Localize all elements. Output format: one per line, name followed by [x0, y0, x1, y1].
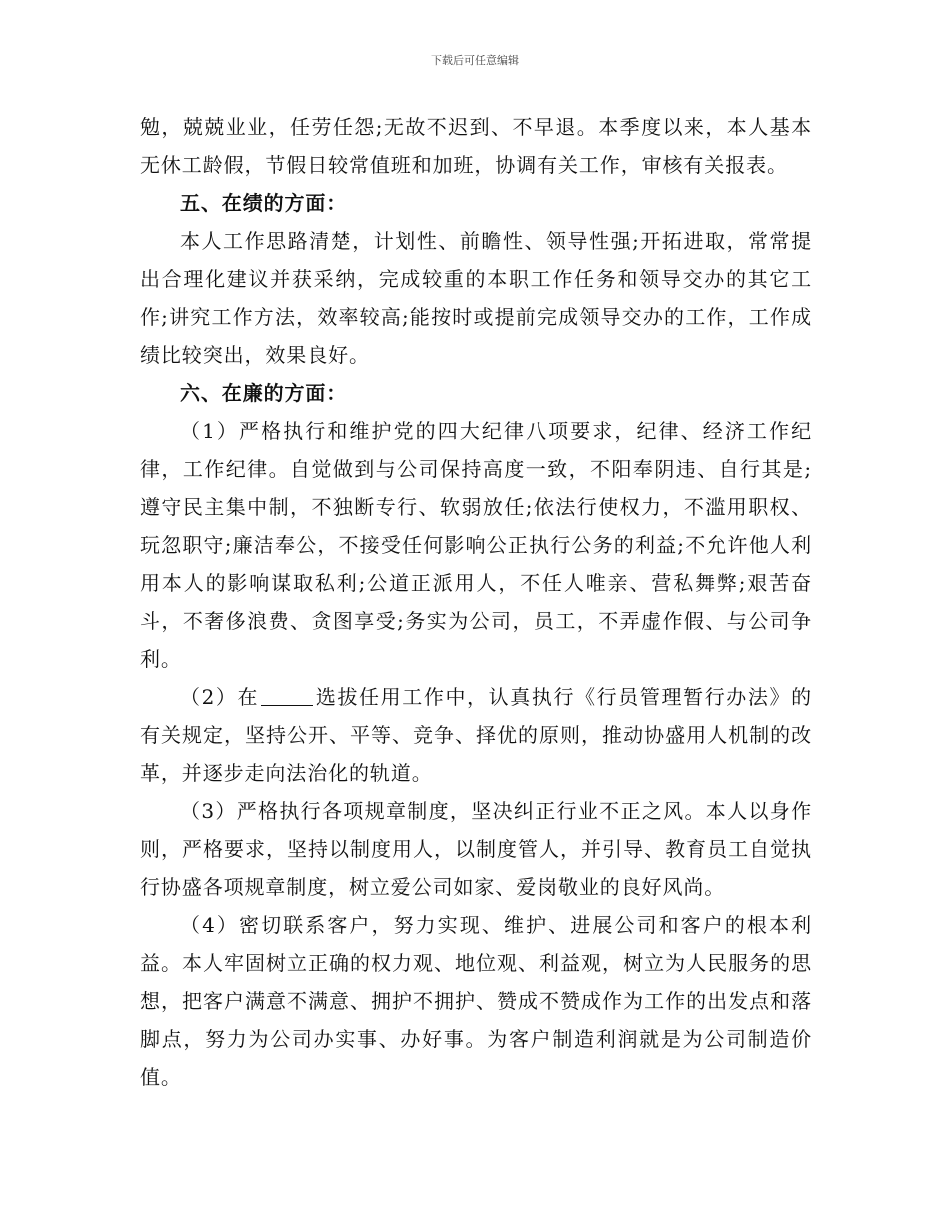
section-heading-5: 五、在绩的方面：	[180, 191, 348, 215]
document-body	[140, 108, 812, 1096]
fill-in-blank	[261, 685, 313, 706]
paragraph-item-1: （1）严格执行和维护党的四大纪律八项要求，纪律、经济工作纪律，工作纪律。自觉做到与公司保持高度一致，不阳奉阴违、自行其是;遵守民主集中制，不独断专行、软弱放任;依法行使权力，不滥用职权、玩忽职守;廉洁奉公，不接受任何影响公正执行公务的利益;不允许他人利用本人的影响谋取私利;公道正派用人，不任人唯亲、营私舞弊;艰苦奋斗，不奢侈浪费、贪图享受;务实为公司，员工，不弄虚作假、与公司争利。	[140, 419, 812, 671]
paragraph-continuation: 勉，兢兢业业，任劳任怨;无故不迟到、不早退。本季度以来，本人基本无休工龄假，节假日较常值班和加班，协调有关工作，审核有关报表。	[140, 115, 812, 177]
paragraph-item-2	[140, 678, 812, 792]
page-header: 下载后可任意编辑	[431, 54, 519, 67]
paragraph-item-3: （3）严格执行各项规章制度，坚决纠正行业不正之风。本人以身作则，严格要求，坚持以制度用人，以制度管人，并引导、教育员工自觉执行协盛各项规章制度，树立爱公司如家、爱岗敬业的良好风尚。	[140, 799, 812, 899]
paragraph-item-4: （4）密切联系客户，努力实现、维护、进展公司和客户的根本利益。本人牢固树立正确的权力观、地位观、利益观，树立为人民服务的思想，把客户满意不满意、拥护不拥护、赞成不赞成作为工作的出发点和落脚点，努力为公司办实事、办好事。为客户制造利润就是为公司制造价值。	[140, 913, 812, 1089]
paragraph-performance: 本人工作思路清楚，计划性、前瞻性、领导性强;开拓进取，常常提出合理化建议并获采纳，完成较重的本职工作任务和领导交办的其它工作;讲究工作方法，效率较高;能按时或提前完成领导交办的工作，工作成绩比较突出，效果良好。	[140, 229, 812, 367]
item-2-text: 选拔任用工作中，认真执行《行员管理暂行办法》的有关规定，坚持公开、平等、竞争、择优的原则，推动协盛用人机制的改革，并逐步走向法治化的轨道。	[140, 685, 812, 785]
item-2-prefix: （2）在	[180, 685, 260, 709]
section-heading-6: 六、在廉的方面：	[180, 381, 348, 405]
